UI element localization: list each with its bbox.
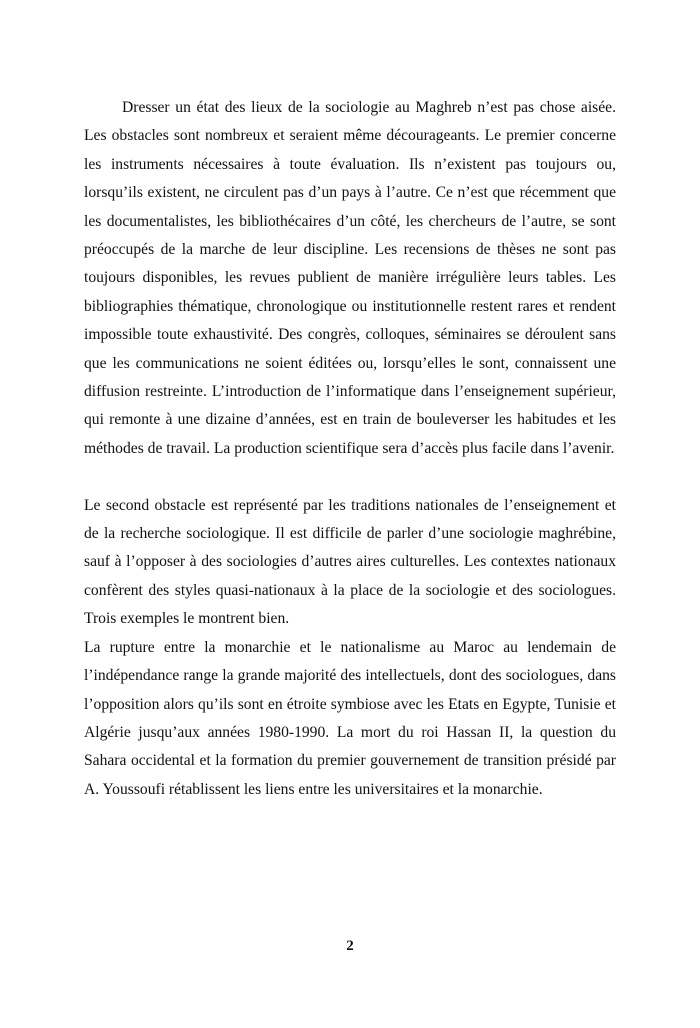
paragraph-morocco-example: La rupture entre la monarchie et le nationalisme au Maroc au lendemain de l’indépendance range la grande majorité des intellectuels, dont des sociologues, dans l’opposition alors qu’ils sont en étroite symbiose avec les Etats en Egypte, Tunisie et Algérie jusqu’aux années 1980-1990. La mort du roi Hassan II, la question du Sahara occidental et la formation du premier gouvernement de transition présidé par A. Youssoufi rétablissent les liens entre les universitaires et la monarchie.: [84, 638, 616, 798]
body-text: [84, 94, 616, 804]
paragraph-second-obstacle: Le second obstacle est représenté par les traditions nationales de l’enseignement et de la recherche sociologique. Il est difficile de parler d’une sociologie maghrébine, sauf à l’opposer à des sociologies d’autres aires culturelles. Les contextes nationaux confèrent des styles quasi-nationaux à la place de la sociologie et des sociologues. Trois exemples le montrent bien.: [84, 496, 616, 628]
page-number: 2: [346, 938, 354, 954]
paragraph-intro: Dresser un état des lieux de la sociologie au Maghreb n’est pas chose aisée. Les obstacles sont nombreux et seraient même décourageants. Le premier concerne les instruments nécessaires à toute évaluation. Ils n’existent pas toujours ou, lorsqu’ils existent, ne circulent pas d’un pays à l’autre. Ce n’est que récemment que les documentalistes, les bibliothécaires d’un côté, les chercheurs de l’autre, se sont préoccupés de la marche de leur discipline. Les recensions de thèses ne sont pas toujours disponibles, les revues publient de manière irrégulière leurs tables. Les bibliographies thématique, chronologique ou institutionnelle restent rares et rendent impossible toute exhaustivité. Des congrès, colloques, séminaires se déroulent sans que les communications ne soient éditées ou, lorsqu’elles le sont, connaissent une diffusion restreinte. L’introduction de l’informatique dans l’enseignement supérieur, qui remonte à une dizaine d’années, est en train de bouleverser les habitudes et les méthodes de travail. La production scientifique sera d’accès plus facile dans l’avenir.: [84, 99, 616, 457]
